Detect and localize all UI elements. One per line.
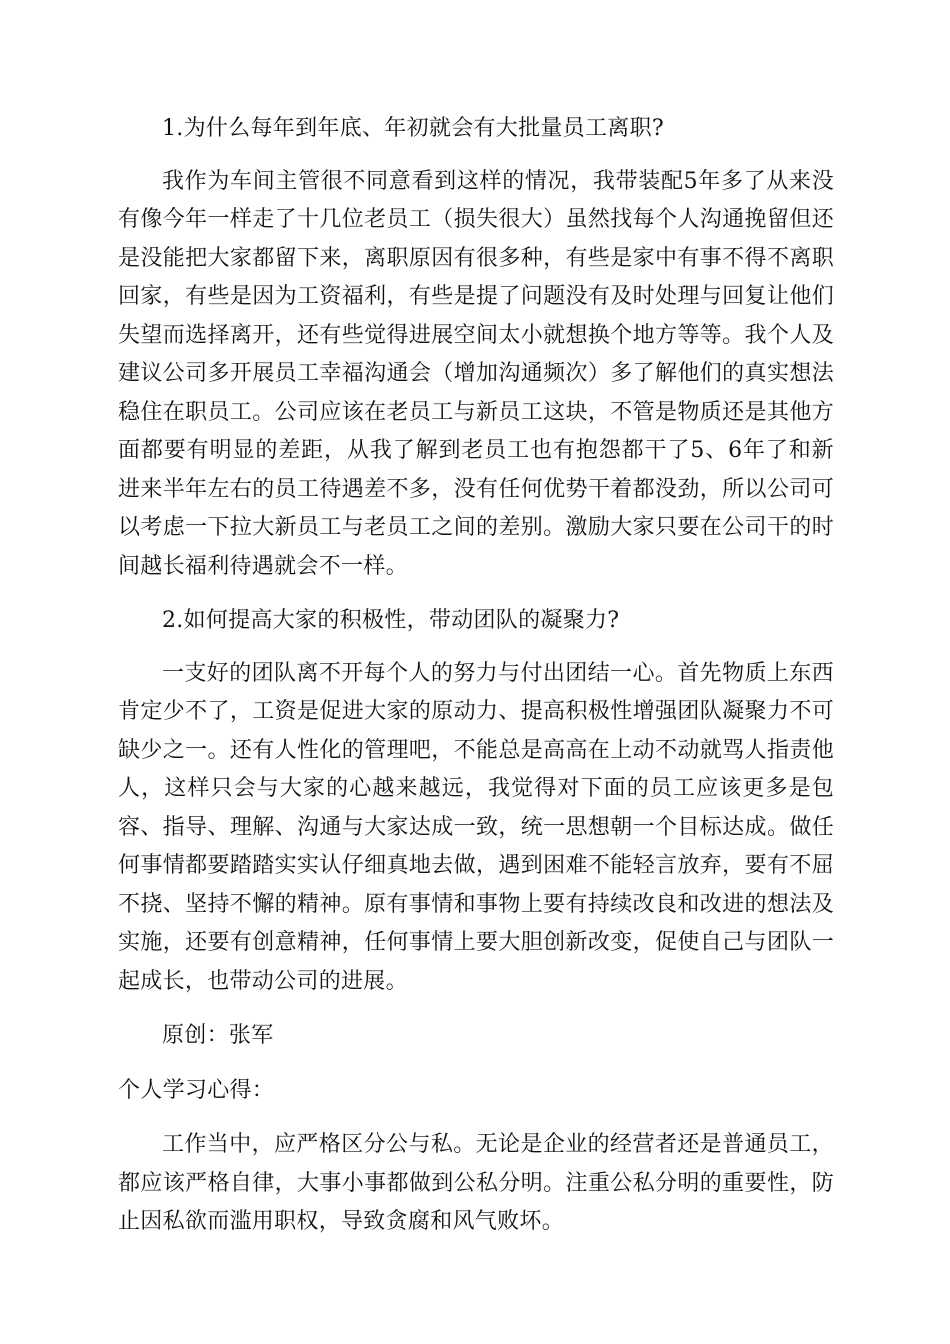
- learning-heading: 个人学习心得：: [118, 1077, 275, 1103]
- answer-2-paragraph: 一支好的团队离不开每个人的努力与付出团结一心。首先物质上东西肯定少不了，工资是促进大家的原动力、提高积极性增强团队凝聚力不可缺少之一。还有人性化的管理吧，不能总是高高在上动不动就骂人指责他人，这样只会与大家的心越来越远，我觉得对下面的员工应该更多是包容、指导、理解、沟通与大家达成一致，统一思想朝一个目标达成。做任何事情都要踏踏实实认仔细真地去做，遇到困难不能轻言放弃，要有不屈不挠、坚持不懈的精神。原有事情和事物上要有持续改良和改进的想法及实施，还要有创意精神，任何事情上要大胆创新改变，促使自己与团队一起成长，也带动公司的进展。: [118, 660, 834, 994]
- author-line: 原创：张军: [162, 1023, 274, 1048]
- question-2-heading: 2.如何提高大家的积极性，带动团队的凝聚力?: [162, 608, 620, 633]
- question-1-heading: 1.为什么每年到年底、年初就会有大批量员工离职?: [162, 116, 664, 141]
- document-page: [118, 110, 834, 1242]
- learning-paragraph: 工作当中，应严格区分公与私。无论是企业的经营者还是普通员工，都应该严格自律，大事小事都做到公私分明。注重公私分明的重要性，防止因私欲而滥用职权，导致贪腐和风气败坏。: [118, 1132, 834, 1234]
- answer-1-paragraph: 我作为车间主管很不同意看到这样的情况，我带装配5年多了从来没有像今年一样走了十几位老员工（损失很大）虽然找每个人沟通挽留但还是没能把大家都留下来，离职原因有很多种，有些是家中有事不得不离职回家，有些是因为工资福利，有些是提了问题没有及时处理与回复让他们失望而选择离开，还有些觉得进展空间太小就想换个地方等等。我个人及建议公司多开展员工幸福沟通会（增加沟通频次）多了解他们的真实想法稳住在职员工。公司应该在老员工与新员工这块，不管是物质还是其他方面都要有明显的差距，从我了解到老员工也有抱怨都干了5、6年了和新进来半年左右的员工待遇差不多，没有任何优势干着都没劲，所以公司可以考虑一下拉大新员工与老员工之间的差别。激励大家只要在公司干的时间越长福利待遇就会不一样。: [118, 168, 834, 579]
